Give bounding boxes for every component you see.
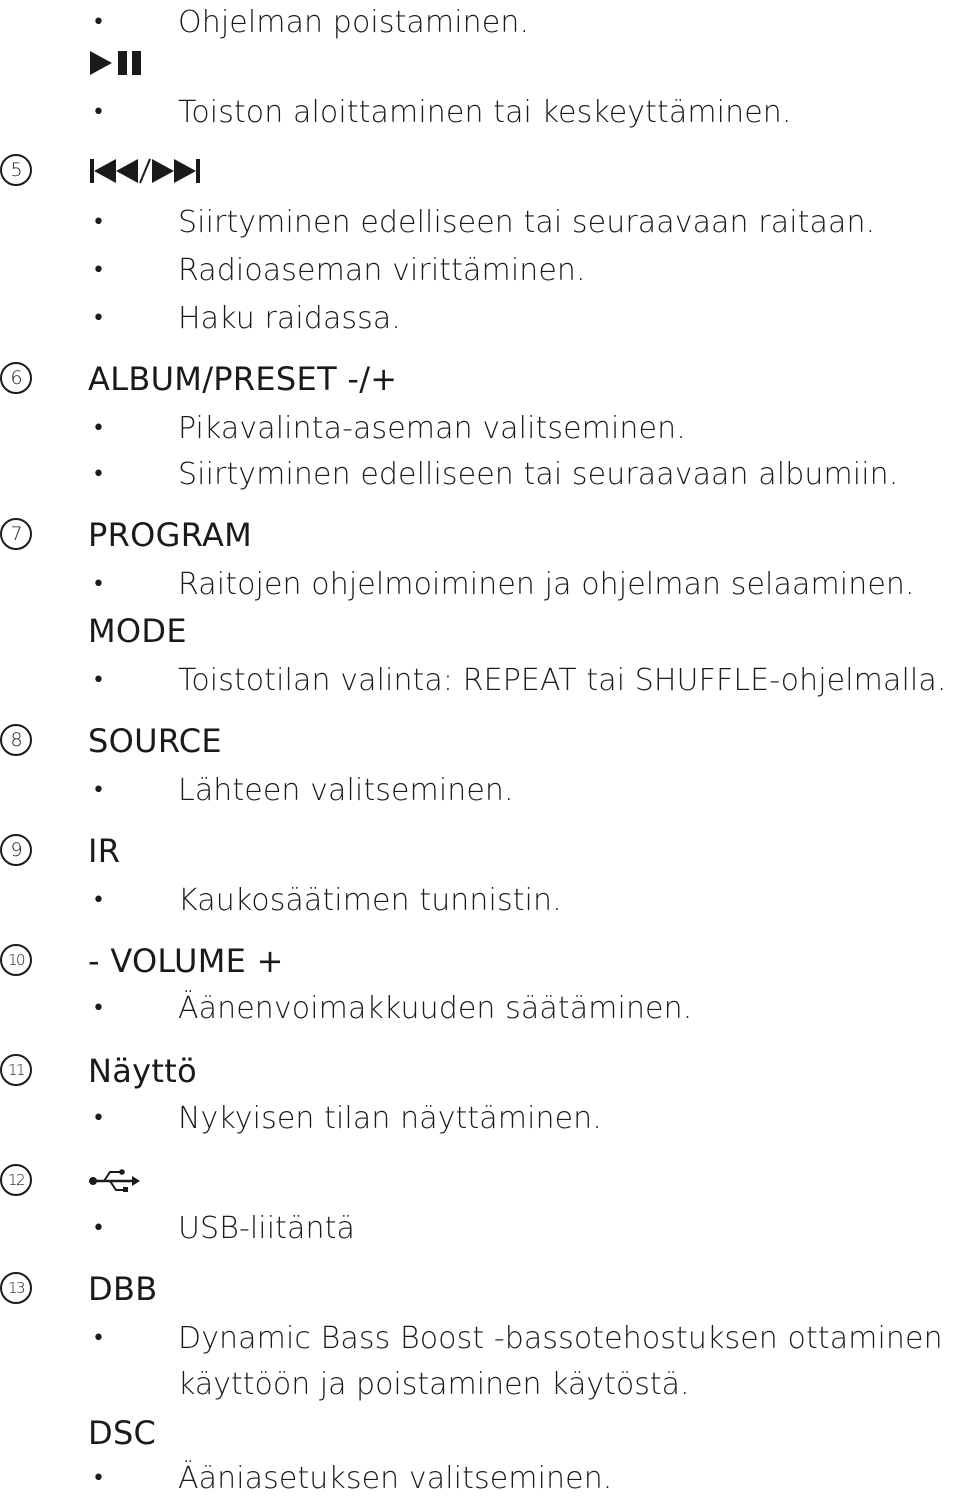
item-description: Radioaseman virittäminen. [178, 253, 586, 288]
item-description: Siirtyminen edelliseen tai seuraavaan albumiin. [178, 457, 899, 492]
list-item [0, 406, 960, 452]
item-number: 12 [0, 1164, 32, 1196]
bullet: • [92, 668, 105, 693]
bullet: • [92, 1216, 105, 1241]
list-item [0, 1266, 960, 1312]
list-item [0, 248, 960, 294]
list-item [0, 452, 960, 498]
bullet: • [92, 210, 105, 235]
list-item [0, 718, 960, 764]
list-item [0, 296, 960, 342]
bullet: • [92, 888, 105, 913]
list-item [0, 658, 960, 704]
item-number: 11 [0, 1054, 32, 1086]
item-description: Toiston aloittaminen tai keskeyttäminen. [178, 95, 792, 130]
list-item [0, 512, 960, 558]
list-item [0, 356, 960, 402]
item-heading: PROGRAM [88, 516, 253, 554]
list-item [0, 986, 960, 1032]
list-item [0, 1206, 960, 1252]
item-heading: Näyttö [88, 1052, 197, 1090]
item-description: Siirtyminen edelliseen tai seuraavaan raitaan. [178, 205, 876, 240]
usb-icon [88, 1166, 144, 1196]
item-number: 6 [0, 362, 32, 394]
bullet: • [92, 258, 105, 283]
item-description: Nykyisen tilan näyttäminen. [178, 1101, 602, 1136]
list-item [0, 1410, 960, 1456]
item-description: käyttöön ja poistaminen käytöstä. [178, 1367, 690, 1402]
bullet: • [92, 1106, 105, 1131]
item-heading: IR [88, 832, 121, 870]
item-description: Lähteen valitseminen. [178, 773, 514, 808]
item-heading: SOURCE [88, 722, 222, 760]
list-item [0, 768, 960, 814]
list-item [0, 90, 960, 136]
bullet: • [92, 100, 105, 125]
item-description: Äänenvoimakkuuden säätäminen. [178, 991, 693, 1026]
list-item [0, 1048, 960, 1094]
bullet: • [92, 462, 105, 487]
list-item [0, 938, 960, 984]
item-description: Kaukosäätimen tunnistin. [178, 883, 562, 918]
item-description: Toistotilan valinta: REPEAT tai SHUFFLE-ohjelmalla. [178, 663, 947, 698]
item-number: 13 [0, 1272, 32, 1304]
item-heading: DSC [88, 1414, 157, 1452]
item-description: Raitojen ohjelmoiminen ja ohjelman selaaminen. [178, 567, 915, 602]
bullet: • [92, 572, 105, 597]
bullet: • [92, 996, 105, 1021]
bullet: • [92, 10, 105, 35]
bullet: • [92, 416, 105, 441]
item-heading: - VOLUME + [88, 942, 284, 980]
list-item [0, 148, 960, 194]
item-number: 9 [0, 834, 32, 866]
play-pause-icon [88, 48, 158, 78]
item-number: 10 [0, 944, 32, 976]
list-item [0, 1456, 960, 1502]
list-item [0, 878, 960, 924]
list-item [0, 1096, 960, 1142]
bullet: • [92, 778, 105, 803]
item-description: Ohjelman poistaminen. [178, 5, 530, 40]
item-description: Ääniasetuksen valitseminen. [178, 1461, 613, 1496]
item-number: 7 [0, 518, 32, 550]
list-item [0, 1316, 960, 1362]
bullet: • [92, 306, 105, 331]
bullet: • [92, 1326, 105, 1351]
list-item [0, 562, 960, 608]
item-description: USB-liitäntä [178, 1211, 355, 1246]
item-description: Haku raidassa. [178, 301, 402, 336]
bullet: • [92, 1466, 105, 1491]
item-heading: ALBUM/PRESET -/+ [88, 360, 398, 398]
list-item [0, 828, 960, 874]
list-item [0, 1158, 960, 1204]
item-number: 8 [0, 724, 32, 756]
list-item [0, 40, 960, 86]
list-item [0, 608, 960, 654]
item-description: Dynamic Bass Boost -bassotehostuksen ottaminen [178, 1321, 943, 1356]
item-heading: MODE [88, 612, 187, 650]
item-description: Pikavalinta-aseman valitseminen. [178, 411, 686, 446]
item-heading: DBB [88, 1270, 158, 1308]
list-item-continuation [0, 1362, 960, 1408]
prev-next-icon [88, 156, 218, 186]
item-number: 5 [0, 154, 32, 186]
list-item [0, 200, 960, 246]
